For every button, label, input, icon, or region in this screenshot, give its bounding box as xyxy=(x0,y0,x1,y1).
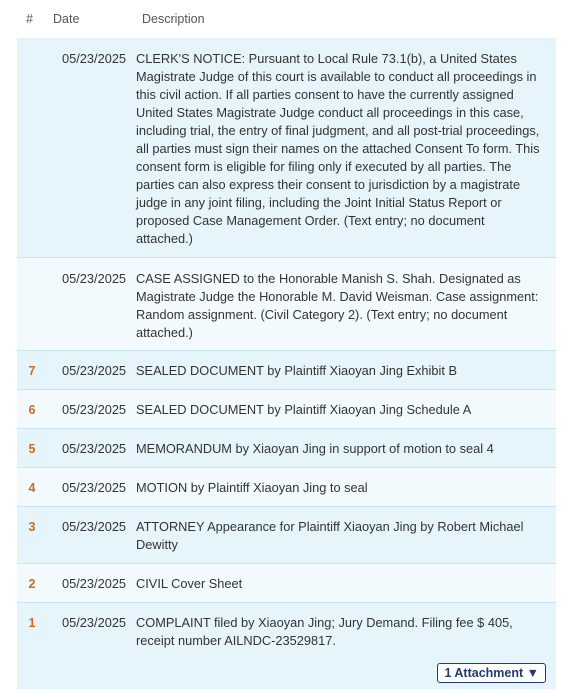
entry-number: 2 xyxy=(28,577,36,591)
entry-number: 6 xyxy=(28,403,36,417)
entry-number: 5 xyxy=(28,442,36,456)
entry-description[interactable]: SEALED DOCUMENT by Plaintiff Xiaoyan Jing Schedule A xyxy=(136,402,472,417)
table-row xyxy=(17,390,556,429)
entry-number: 1 xyxy=(28,616,36,630)
entry-number: 3 xyxy=(28,520,36,534)
table-row xyxy=(17,603,556,689)
entry-date: 05/23/2025 xyxy=(62,271,127,286)
table-row xyxy=(17,468,556,507)
table-row xyxy=(17,351,556,390)
header-description: Description xyxy=(142,12,205,26)
entry-description[interactable]: ATTORNEY Appearance for Plaintiff Xiaoyan Jing by Robert Michael Dewitty xyxy=(136,519,524,552)
table-row xyxy=(17,564,556,603)
entry-date: 05/23/2025 xyxy=(62,402,127,417)
entry-date: 05/23/2025 xyxy=(62,51,127,66)
table-row xyxy=(17,507,556,564)
entry-date: 05/23/2025 xyxy=(62,576,127,591)
table-row xyxy=(17,429,556,468)
entry-description: CLERK'S NOTICE: Pursuant to Local Rule 73.1(b), a United States Magistrate Judge of this court is available to conduct all proceedings in this civil action. If all parties consent to have the currently assigned United States Magistrate Judge conduct all proceedings in this case, including trial, the entry of final judgment, and all post-trial proceedings, all parties must sign their names on the attached Consent To form. This consent form is eligible for filing only if executed by all parties. The parties can also express their consent to jurisdiction by a magistrate judge in any joint filing, including the Joint Initial Status Report or proposed Case Management Order. (Text entry; no document attached.) xyxy=(136,51,540,246)
entry-number: 7 xyxy=(28,364,36,378)
entry-description[interactable]: SEALED DOCUMENT by Plaintiff Xiaoyan Jing Exhibit B xyxy=(136,363,458,378)
entry-date: 05/23/2025 xyxy=(62,363,127,378)
attachment-dropdown-button[interactable]: 1 Attachment ▼ xyxy=(437,663,546,683)
header-number: # xyxy=(26,12,33,26)
entry-date: 05/23/2025 xyxy=(62,441,127,456)
entry-description[interactable]: CIVIL Cover Sheet xyxy=(136,576,243,591)
table-row xyxy=(17,258,556,351)
header-date: Date xyxy=(53,12,80,26)
table-header xyxy=(0,0,576,38)
entry-description[interactable]: MOTION by Plaintiff Xiaoyan Jing to seal xyxy=(136,480,368,495)
docket-table xyxy=(17,38,556,689)
entry-description[interactable]: MEMORANDUM by Xiaoyan Jing in support of motion to seal 4 xyxy=(136,441,494,456)
entry-date: 05/23/2025 xyxy=(62,519,127,534)
entry-description[interactable]: COMPLAINT filed by Xiaoyan Jing; Jury Demand. Filing fee $ 405, receipt number AILNDC-23529817. xyxy=(136,615,513,648)
entry-description: CASE ASSIGNED to the Honorable Manish S. Shah. Designated as Magistrate Judge the Honorable M. David Weisman. Case assignment: Random assignment. (Civil Category 2). (Text entry; no document attached.) xyxy=(136,271,539,340)
entry-date: 05/23/2025 xyxy=(62,615,127,630)
entry-date: 05/23/2025 xyxy=(62,480,127,495)
table-row xyxy=(17,38,556,258)
entry-number: 4 xyxy=(28,481,36,495)
